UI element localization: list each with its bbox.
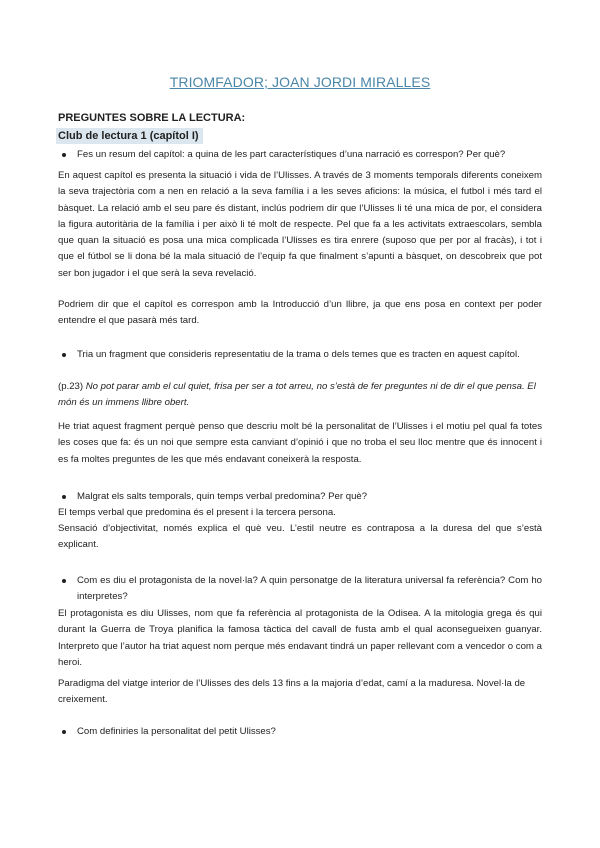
question-4 xyxy=(77,573,542,606)
bullet-icon xyxy=(62,153,66,157)
question-5 xyxy=(77,724,542,740)
question-1-text: Fes un resum del capítol: a quina de les part característiques d’una narració es correspon? Per què? xyxy=(77,149,506,160)
section-heading: PREGUNTES SOBRE LA LECTURA: xyxy=(58,112,246,124)
club-heading: Club de lectura 1 (capítol I) xyxy=(56,128,203,144)
quote-reference: (p.23) xyxy=(58,381,86,392)
bullet-icon xyxy=(62,353,66,357)
answer-4-paragraph-1: El protagonista es diu Ulisses, nom que fa referència al protagonista de la Odisea. A la mitologia grega és qui durant la Guerra de Troya planifica la famosa tàctica del cavall de fusta amb el qual aconsegueixen guanyar. Interpreto que l’autor ha triat aquest nom perque més endavant tindrá un paper rellevant com a vencedor o com a heroi. xyxy=(58,608,542,668)
question-3-text: Malgrat els salts temporals, quin temps verbal predomina? Per què? xyxy=(77,491,368,502)
document-title: TRIOMFADOR; JOAN JORDI MIRALLES xyxy=(169,74,431,90)
question-1 xyxy=(77,147,542,163)
bullet-icon xyxy=(62,730,66,734)
question-5-text: Com definiries la personalitat del petit Ulisses? xyxy=(77,726,276,737)
answer-3-line-1: El temps verbal que predomina és el present i la tercera persona. xyxy=(58,507,336,518)
answer-4-paragraph-2: Paradigma del viatge interior de l’Ulisses des dels 13 fins a la majoria d’edat, camí a la maduresa. Novel·la de creixement. xyxy=(58,678,526,706)
question-4-text: Com es diu el protagonista de la novel·la? A quin personatge de la literatura universal fa referència? Com ho interpretes? xyxy=(77,575,542,603)
question-2-text: Tria un fragment que consideris representatiu de la trama o dels temes que es tracten en aquest capítol. xyxy=(77,349,520,360)
answer-3-line-2: Sensació d’objectivitat, només explica el què veu. L’estil neutre es contraposa a la duresa del que s’està explicant. xyxy=(58,523,542,551)
answer-2-paragraph: He triat aquest fragment perquè penso que descriu molt bé la personalitat de l’Ulisses i el motiu pel qual fa totes les coses que fa: és un noi que sempre esta canviant d’opinió i que no troba el seu lloc mentre que és innocent i es fa moltes preguntes de les que més endavant coneixerà la resposta. xyxy=(58,421,542,465)
answer-1-paragraph-2: Podriem dir que el capítol es correspon amb la Introducció d’un llibre, ja que ens posa en context per poder entendre el que pasarà més tard. xyxy=(58,299,542,327)
question-3 xyxy=(77,489,542,505)
answer-1-paragraph-1: En aquest capítol es presenta la situació i vida de l’Ulisses. A través de 3 moments temporals diferents coneixem la seva trajectòria com a nen en relació a la seva família i a les seves aficions: la música, el futbol i més tard el bàsquet. La relació amb el seu pare és distant, inclús podriem dir que l’Ulisses li té una mica de por, el considera la figura autoritària de la família i per això li té molt de respecte. Pel que fa a les activitats extraescolars, sembla que quan la situació es posa una mica complicada l’Ulisses es tira enrere (suposo que per por al fracàs), i tot i que el fútbol se li dona bé la mala situació de l’equip fa que finalment s’apunti a bàsquet, on descobreix que pot ser bon jugador i el que serà la seva revelació. xyxy=(58,170,542,279)
bullet-icon xyxy=(62,495,66,499)
quote-text: No pot parar amb el cul quiet, frisa per ser a tot arreu, no s’està de fer preguntes ni de dir el que pensa. El món és un immens llibre obert. xyxy=(58,381,536,409)
quote-block xyxy=(58,379,542,412)
bullet-icon xyxy=(62,579,66,583)
question-2 xyxy=(77,347,542,363)
